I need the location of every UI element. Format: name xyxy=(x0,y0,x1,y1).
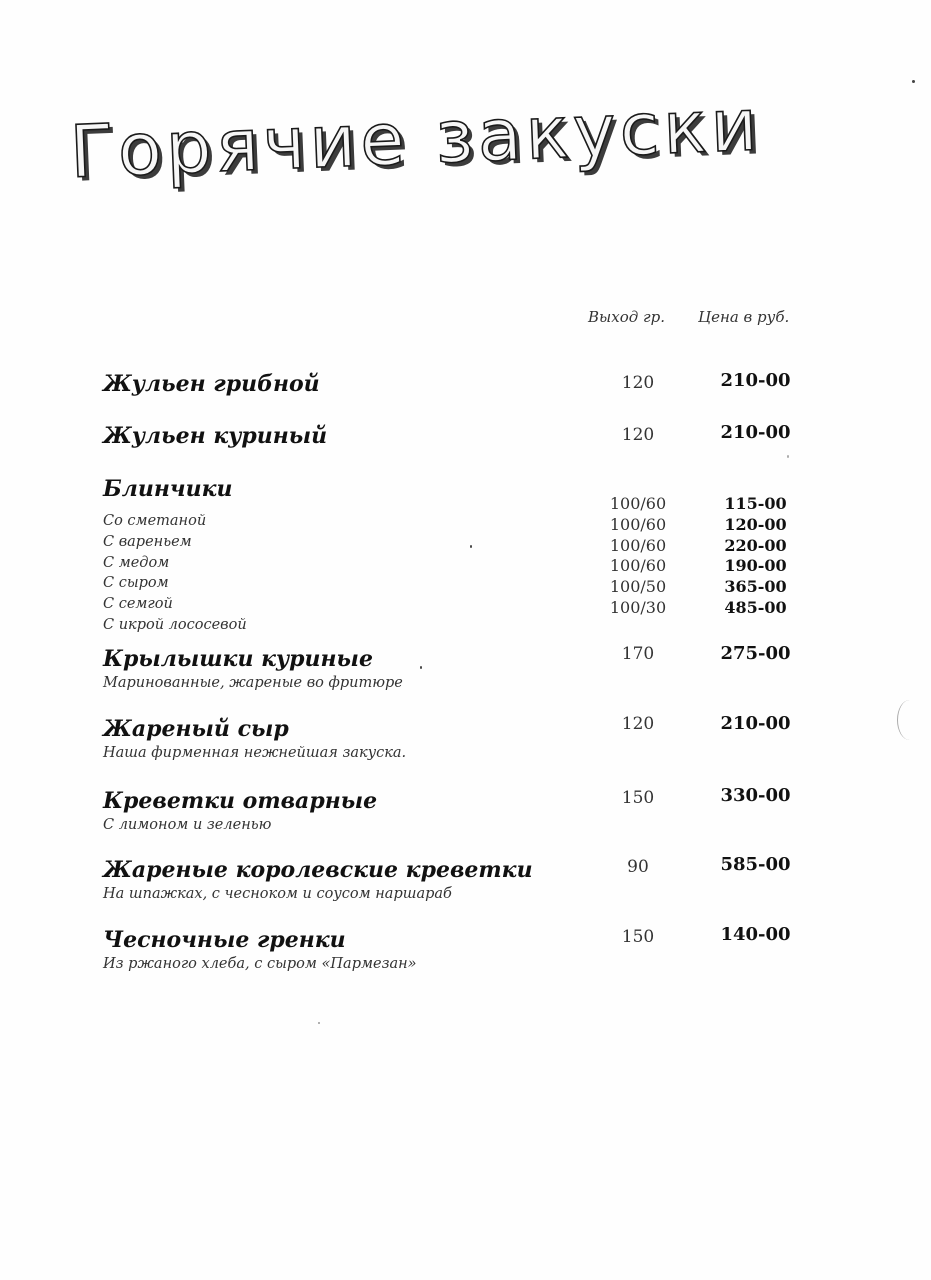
menu-item-weight: 120 xyxy=(621,714,655,734)
variant-price: 120-00 xyxy=(724,514,787,534)
menu-item-price: 140-00 xyxy=(720,924,791,945)
menu-item xyxy=(103,645,823,693)
menu-item-name: Жульен грибной xyxy=(103,371,320,397)
menu-item-price: 210-00 xyxy=(720,713,791,734)
menu-item-name: Чесночные гренки xyxy=(103,927,346,953)
menu-item-desc: Маринованные, жареные во фритюре xyxy=(103,675,403,691)
scan-speck xyxy=(787,455,789,458)
menu-item xyxy=(103,787,823,835)
variant-price: 115-00 xyxy=(724,494,787,513)
variant-list xyxy=(103,494,823,633)
menu-item-price: 275-00 xyxy=(720,643,791,664)
variant-price: 190-00 xyxy=(724,556,787,576)
variant-weight: 100/60 xyxy=(609,556,667,576)
menu-item-price: 330-00 xyxy=(720,785,791,806)
menu-item-desc: С лимоном и зеленью xyxy=(103,817,272,833)
menu-item xyxy=(103,422,823,450)
scan-speck xyxy=(912,80,915,83)
variant-weight: 100/60 xyxy=(609,494,667,513)
variant-desc: С семгой xyxy=(103,596,173,613)
menu-item-weight: 170 xyxy=(621,644,655,664)
variant-desc: С вареньем xyxy=(103,533,192,550)
menu-item xyxy=(103,370,823,398)
price-column-header: Цена в руб. xyxy=(698,308,790,326)
menu-item-desc: На шпажках, с чесноком и соусом наршараб xyxy=(103,886,452,902)
menu-item-weight: 90 xyxy=(627,857,649,877)
page-title: Горячие закуски xyxy=(68,82,764,194)
menu-item-desc: Из ржаного хлеба, с сыром «Пармезан» xyxy=(103,956,417,972)
scan-speck xyxy=(470,545,472,548)
variant-price: 365-00 xyxy=(724,577,787,597)
variant-weight: 100/60 xyxy=(609,514,667,534)
menu-item xyxy=(103,856,823,904)
menu-item-name: Жареные королевские креветки xyxy=(103,857,533,883)
variant-weight: 100/50 xyxy=(609,577,667,597)
variant-weight: 100/60 xyxy=(609,535,667,555)
variant-row xyxy=(103,597,823,633)
menu-item-price: 585-00 xyxy=(720,854,791,875)
scan-edge-mark xyxy=(897,700,922,740)
variant-desc: С икрой лососевой xyxy=(103,616,247,633)
menu-item-name: Жареный сыр xyxy=(103,716,289,742)
menu-item-weight: 150 xyxy=(621,788,655,808)
weight-column-header: Выход гр. xyxy=(588,308,665,326)
menu-item-desc: Наша фирменная нежнейшая закуска. xyxy=(103,745,407,761)
variant-price: 220-00 xyxy=(724,535,787,555)
scan-speck xyxy=(318,1022,320,1024)
menu-item-name: Креветки отварные xyxy=(103,788,378,814)
menu-item-name: Крылышки куриные xyxy=(103,646,373,672)
menu-item-price: 210-00 xyxy=(720,422,791,443)
variant-desc: С медом xyxy=(103,554,170,571)
menu-item-name: Жульен куриный xyxy=(103,423,328,449)
menu-item-weight: 120 xyxy=(621,373,655,393)
variant-desc: С сыром xyxy=(103,575,169,592)
menu-item-price: 210-00 xyxy=(720,370,791,391)
menu-item-weight: 120 xyxy=(621,425,655,445)
menu-item-weight: 150 xyxy=(621,927,655,947)
menu-item xyxy=(103,475,823,633)
title-wrap xyxy=(68,60,862,212)
menu-item xyxy=(103,926,823,974)
variant-desc: Со сметаной xyxy=(103,513,207,529)
variant-weight: 100/30 xyxy=(609,597,667,617)
variant-price: 485-00 xyxy=(724,597,787,617)
scan-speck xyxy=(420,666,422,669)
menu-item-name: Блинчики xyxy=(103,476,233,502)
menu-item xyxy=(103,715,823,763)
